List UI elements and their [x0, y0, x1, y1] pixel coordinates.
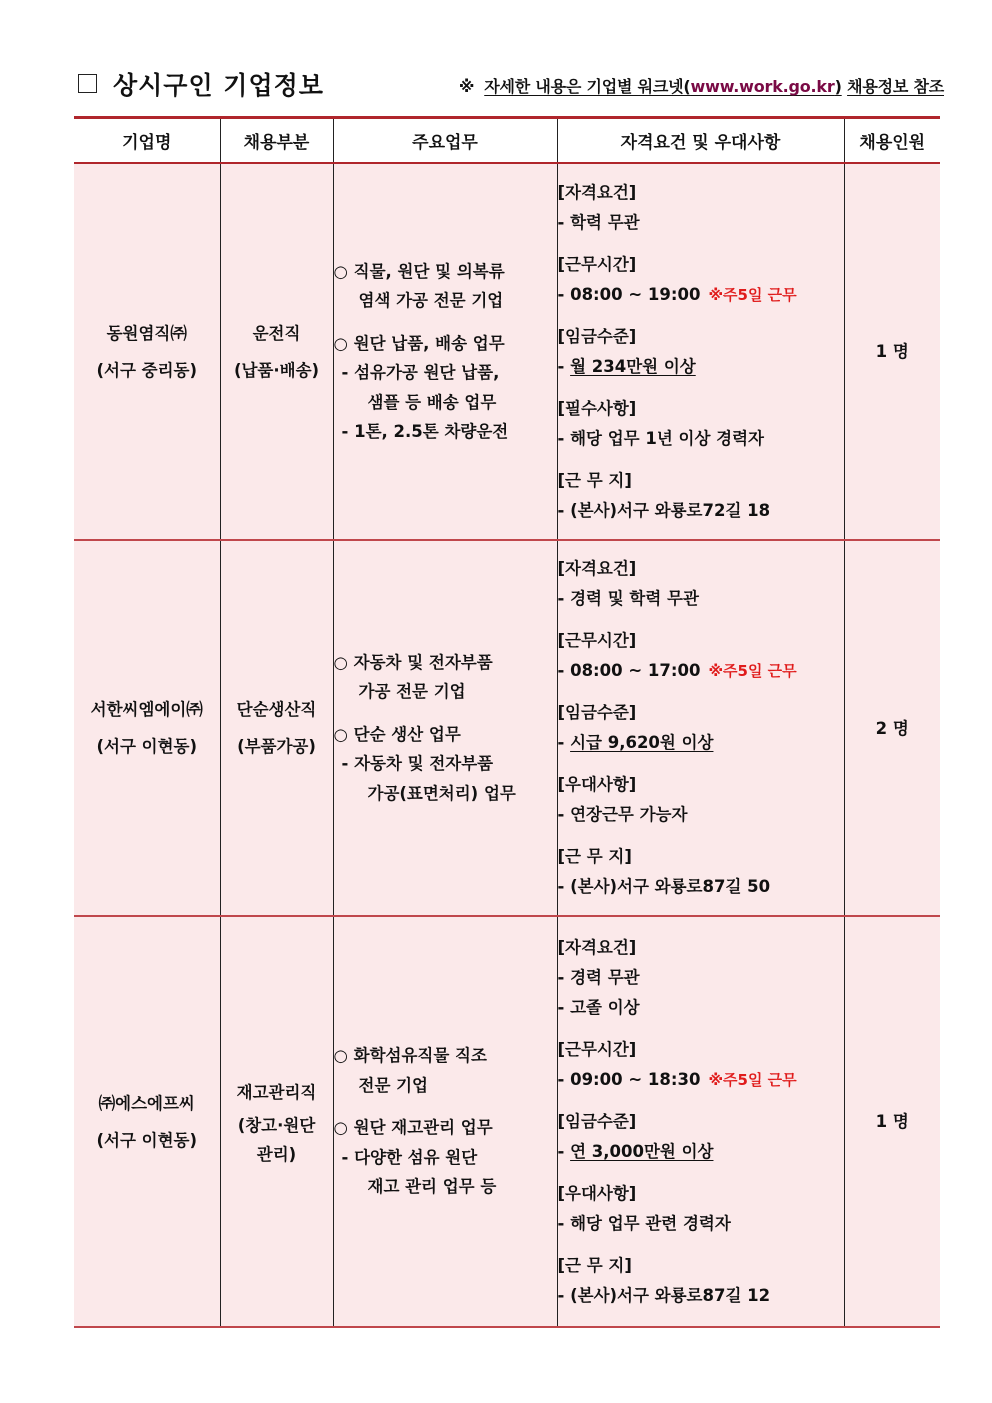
qualification-line: [558, 963, 844, 993]
column-header-duties: 주요업무: [333, 118, 557, 164]
qualification-section: [558, 394, 844, 454]
qualification-heading: [우대사항]: [557, 775, 637, 794]
duty-line: 재고 관리 업무 등: [367, 1177, 497, 1197]
table-row: [74, 163, 940, 540]
qualification-text: - 경력 무관: [557, 967, 640, 987]
position-detail: (창고·원단: [237, 1116, 316, 1135]
duty-line: ○ 화학섬유직물 직조: [333, 1046, 487, 1066]
wage-value: 시급 9,620원 이상: [570, 733, 714, 752]
qualification-text: - 08:00 ~ 17:00: [557, 661, 701, 680]
qualification-section: [558, 466, 844, 526]
company-cell: [74, 916, 220, 1327]
column-header-qualifications: 자격요건 및 우대사항: [557, 118, 844, 164]
position-detail: (부품가공): [237, 737, 316, 756]
wage-line: [558, 352, 844, 382]
qualification-heading: [필수사항]: [557, 398, 637, 418]
wage-prefix: -: [557, 733, 571, 752]
duty-item: [334, 648, 557, 707]
duty-line: - 섬유가공 원단 납품,: [341, 363, 500, 382]
qualification-line: [558, 1209, 844, 1239]
headcount-cell: 1 명: [844, 163, 940, 540]
qualification-text: - 08:00 ~ 19:00: [557, 284, 701, 304]
qualification-heading: [근 무 지]: [557, 847, 632, 866]
qualification-heading: [근무시간]: [557, 254, 637, 274]
qualification-section: [558, 322, 844, 382]
column-header-headcount: 채용인원: [844, 118, 940, 164]
qualification-section: [558, 626, 844, 686]
column-header-company: 기업명: [74, 118, 220, 164]
duty-item: [334, 720, 557, 809]
wage-line: [558, 1137, 844, 1167]
page-title-text: 상시구인 기업정보: [113, 71, 324, 100]
duty-line: - 자동차 및 전자부품: [341, 754, 494, 774]
work-week-badge: ※주5일 근무: [708, 1070, 797, 1089]
qualification-section: [558, 554, 844, 614]
job-listing-table: [74, 116, 940, 1328]
qualification-line: [558, 280, 844, 310]
duty-item: [334, 257, 557, 316]
company-location: (서구 이현동): [96, 1130, 198, 1150]
qualification-section: [558, 1179, 844, 1239]
qualification-heading: [근 무 지]: [557, 470, 632, 490]
qualifications-cell: [557, 540, 844, 916]
qualification-heading: [근무시간]: [557, 1039, 637, 1059]
qualification-heading: [자격요건]: [557, 559, 637, 578]
wage-prefix: -: [557, 356, 571, 376]
position-cell: [220, 540, 333, 916]
qualification-section: [558, 178, 844, 238]
duty-line: ○ 자동차 및 전자부품: [333, 652, 493, 672]
work-week-badge: ※주5일 근무: [708, 285, 797, 304]
qualification-line: [558, 208, 844, 238]
company-location: (서구 이현동): [96, 737, 198, 756]
duties-cell: [333, 916, 557, 1327]
qualification-heading: [임금수준]: [557, 326, 637, 346]
duty-line: 전문 기업: [358, 1075, 429, 1095]
duty-item: [334, 329, 557, 447]
qualification-line: [558, 656, 844, 686]
qualification-heading: [임금수준]: [557, 1111, 637, 1131]
position-detail: (납품·배송): [233, 360, 320, 380]
qualification-section: [558, 698, 844, 758]
qualification-section: [558, 933, 844, 1023]
qualification-text: - 학력 무관: [557, 212, 640, 232]
wage-value: 월 234만원 이상: [570, 356, 696, 376]
table-row: [74, 540, 940, 916]
qualification-heading: [자격요건]: [557, 937, 637, 957]
duty-line: 샘플 등 배송 업무: [367, 392, 497, 412]
duty-line: ○ 직물, 원단 및 의복류: [333, 261, 505, 281]
qualification-line: [558, 424, 844, 454]
duty-item: [334, 1041, 557, 1100]
qualification-text: - 연장근무 가능자: [557, 805, 688, 824]
checkbox-square-icon: [78, 74, 97, 93]
qualification-text: - 경력 및 학력 무관: [557, 589, 699, 608]
duties-cell: [333, 540, 557, 916]
qualification-section: [558, 1035, 844, 1095]
duty-line: ○ 단순 생산 업무: [333, 724, 461, 744]
qualification-text: - 해당 업무 1년 이상 경력자: [557, 428, 764, 448]
qualification-text: - (본사)서구 와룡로87길 50: [557, 877, 771, 896]
qualification-line: [558, 1281, 844, 1311]
company-name: ㈜에스에프씨: [98, 1093, 195, 1113]
wage-value: 연 3,000만원 이상: [570, 1141, 714, 1161]
wage-prefix: -: [557, 1141, 571, 1161]
qualification-line: [558, 584, 844, 614]
headcount-cell: 2 명: [844, 540, 940, 916]
qualifications-cell: [557, 163, 844, 540]
page-title: [78, 66, 324, 102]
duty-line: - 1톤, 2.5톤 차량운전: [341, 422, 509, 441]
qualification-heading: [임금수준]: [557, 703, 637, 722]
duty-line: ○ 원단 납품, 배송 업무: [333, 333, 505, 353]
work-week-badge: ※주5일 근무: [708, 662, 797, 680]
position-cell: [220, 163, 333, 540]
qualification-line: [558, 1065, 844, 1095]
qualification-heading: [근 무 지]: [557, 1255, 632, 1275]
reference-mark: ※: [458, 77, 475, 96]
qualification-section: [558, 250, 844, 310]
duty-line: - 다양한 섬유 원단: [341, 1147, 478, 1167]
page-header: [74, 62, 944, 106]
column-header-position: 채용부분: [220, 118, 333, 164]
company-name: 서한씨엠에이㈜: [90, 700, 203, 719]
qualification-text: - (본사)서구 와룡로87길 12: [557, 1285, 771, 1305]
duty-line: ○ 원단 재고관리 업무: [333, 1118, 493, 1138]
qualification-text: - 해당 업무 관련 경력자: [557, 1213, 731, 1233]
qualification-heading: [우대사항]: [557, 1183, 637, 1203]
company-name: 동원염직㈜: [106, 323, 187, 343]
duties-cell: [333, 163, 557, 540]
company-cell: [74, 163, 220, 540]
qualification-heading: [근무시간]: [557, 631, 637, 650]
position-title: 운전직: [252, 323, 301, 343]
qualification-text: - 고졸 이상: [557, 997, 640, 1017]
qualification-section: [558, 1251, 844, 1311]
duty-line: 염색 가공 전문 기업: [358, 291, 504, 310]
qualification-line: [558, 993, 844, 1023]
qualification-section: [558, 842, 844, 902]
company-location: (서구 중리동): [96, 360, 198, 380]
qualification-text: - (본사)서구 와룡로72길 18: [557, 500, 771, 520]
headcount-cell: 1 명: [844, 916, 940, 1327]
qualification-line: [558, 496, 844, 526]
qualification-heading: [자격요건]: [557, 182, 637, 202]
position-detail: 관리): [256, 1145, 297, 1164]
duty-item: [334, 1113, 557, 1202]
reference-note-text: [484, 77, 841, 96]
table-header-row: [74, 118, 940, 164]
duty-line: 가공(표면처리) 업무: [367, 783, 516, 803]
table-row: [74, 916, 940, 1327]
wage-line: [558, 728, 844, 758]
qualifications-cell: [557, 916, 844, 1327]
position-cell: [220, 916, 333, 1327]
qualification-line: [558, 872, 844, 902]
qualification-line: [558, 800, 844, 830]
worknet-link[interactable]: www.work.go.kr: [690, 77, 835, 96]
qualification-section: [558, 1107, 844, 1167]
qualification-text: - 09:00 ~ 18:30: [557, 1069, 701, 1089]
duty-line: 가공 전문 기업: [358, 682, 466, 702]
position-title: 단순생산직: [236, 700, 317, 719]
reference-note-tail: 채용정보 참조: [847, 77, 944, 96]
reference-note-prefix: 자세한 내용은 기업별 워크넷(: [484, 77, 691, 96]
qualification-section: [558, 770, 844, 830]
reference-note: [459, 74, 944, 97]
position-title: 재고관리직: [236, 1083, 317, 1102]
company-cell: [74, 540, 220, 916]
reference-note-suffix: ): [834, 77, 842, 96]
